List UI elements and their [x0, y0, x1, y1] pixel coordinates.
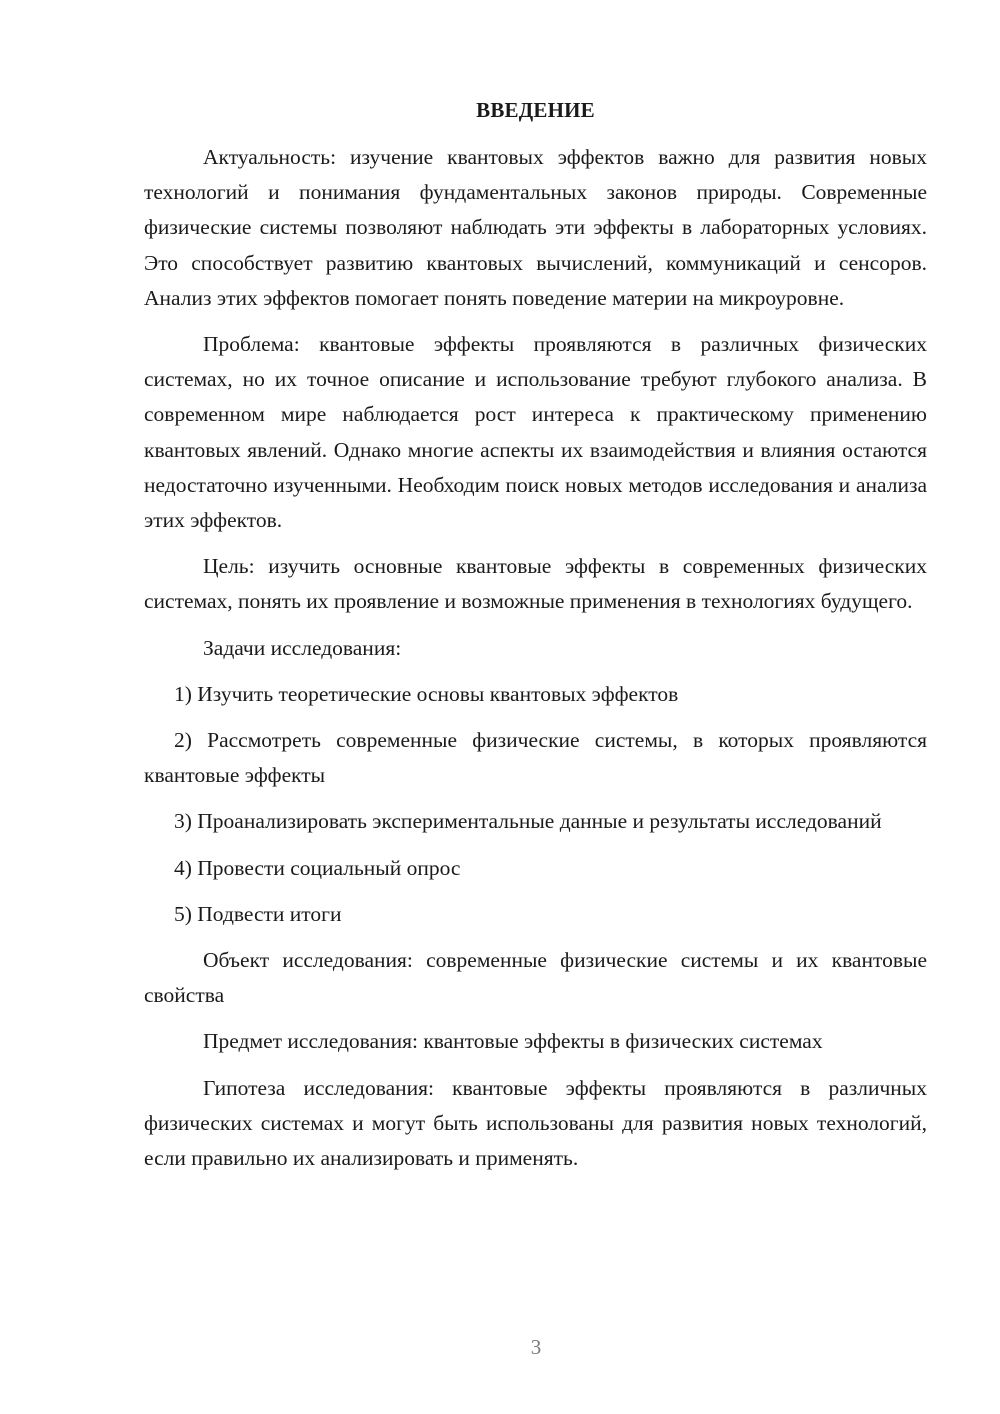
task-item-5: 5) Подвести итоги	[174, 901, 342, 926]
object-paragraph: Объект исследования: современные физические системы и их квантовые свойства	[144, 948, 927, 1008]
task-item-1: 1) Изучить теоретические основы квантовых эффектов	[174, 681, 679, 706]
problem-paragraph: Проблема: квантовые эффекты проявляются в различных физических системах, но их точное описание и использование требуют глубокого анализа. В современном мире наблюдается рост интереса к практическому применению квантовых явлений. Однако многие аспекты их взаимодействия и влияния остаются недостаточно изученными. Необходим поиск новых методов исследования и анализа этих эффектов.	[144, 332, 927, 533]
subject-paragraph: Предмет исследования: квантовые эффекты в физических системах	[203, 1029, 823, 1054]
page-number: 3	[530, 1335, 542, 1359]
goal-paragraph: Цель: изучить основные квантовые эффекты в современных физических системах, понять их проявление и возможные применения в технологиях будущего.	[144, 554, 927, 614]
page-title: ВВЕДЕНИЕ	[476, 98, 595, 122]
tasks-heading: Задачи исследования:	[203, 635, 402, 660]
document-page	[144, 95, 927, 1187]
hypothesis-paragraph: Гипотеза исследования: квантовые эффекты проявляются в различных физических системах и могут быть использованы для развития новых технологий, если правильно их анализировать и применять.	[144, 1075, 927, 1171]
relevance-paragraph: Актуальность: изучение квантовых эффектов важно для развития новых технологий и понимания фундаментальных законов природы. Современные физические системы позволяют наблюдать эти эффекты в лабораторных условиях. Это способствует развитию квантовых вычислений, коммуникаций и сенсоров. Анализ этих эффектов помогает понять поведение материи на микроуровне.	[144, 145, 927, 310]
task-item-2: 2) Рассмотреть современные физические системы, в которых проявляются квантовые эффекты	[144, 728, 927, 788]
task-item-4: 4) Провести социальный опрос	[174, 855, 461, 880]
task-item-3: 3) Проанализировать экспериментальные данные и результаты исследований	[174, 809, 882, 834]
